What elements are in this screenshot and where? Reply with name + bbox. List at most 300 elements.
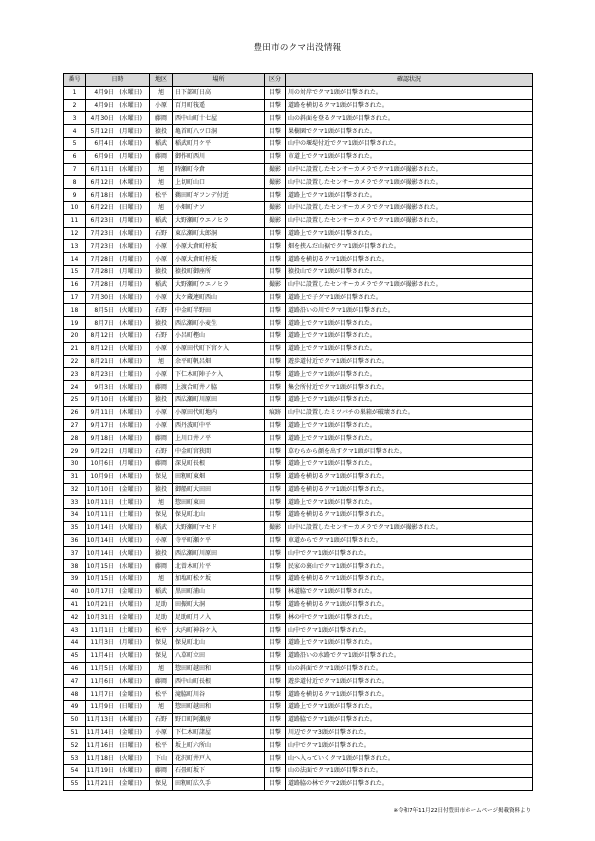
row-place: 西広瀬町小麦生 <box>173 317 265 330</box>
row-category: 目撃 <box>265 381 286 394</box>
row-category: 目撃 <box>265 291 286 304</box>
row-date: 11月14日 <box>86 729 114 737</box>
row-area: 藤岡 <box>150 675 173 688</box>
row-weekday: (水曜日) <box>119 165 142 173</box>
row-status: 道路上でクマ1頭が目撃された。 <box>286 227 533 240</box>
row-weekday: (木曜日) <box>119 716 142 724</box>
row-place: 日下部町日高 <box>173 86 265 99</box>
row-date: 4月30日 <box>90 114 114 122</box>
row-category: 目撃 <box>265 777 286 790</box>
row-place: 中金町半野田 <box>173 304 265 317</box>
row-weekday: (金曜日) <box>119 780 142 788</box>
table-body <box>64 86 533 790</box>
row-date: 10月11日 <box>86 498 114 506</box>
row-weekday: (日曜日) <box>119 204 142 212</box>
row-number: 49 <box>64 701 86 714</box>
row-date-cell <box>86 637 150 650</box>
row-place: 上切町山口 <box>173 176 265 189</box>
row-status: 川の対岸でクマ1頭が目撃された。 <box>286 86 533 99</box>
row-number: 27 <box>64 419 86 432</box>
row-number: 33 <box>64 496 86 509</box>
row-status: 車道からでクマ1頭が目撃された。 <box>286 534 533 547</box>
row-status: 山中でクマ1頭が目撃された。 <box>286 739 533 752</box>
row-date-cell <box>86 496 150 509</box>
table-row <box>64 637 533 650</box>
row-date-cell <box>86 547 150 560</box>
row-date-cell <box>86 368 150 381</box>
row-area: 足助 <box>150 598 173 611</box>
row-number: 2 <box>64 99 86 112</box>
row-date: 10月17日 <box>86 588 114 596</box>
row-area: 松平 <box>150 624 173 637</box>
row-number: 54 <box>64 765 86 778</box>
row-date-cell <box>86 573 150 586</box>
row-status: 集会所付近でクマ1頭が目撃された。 <box>286 381 533 394</box>
row-date-cell <box>86 765 150 778</box>
row-date: 11月9日 <box>90 703 114 711</box>
table-row <box>64 662 533 675</box>
row-area: 旭 <box>150 201 173 214</box>
row-number: 4 <box>64 125 86 138</box>
table-row <box>64 201 533 214</box>
table-row <box>64 445 533 458</box>
row-place: 西中山町長根 <box>173 675 265 688</box>
row-number: 37 <box>64 547 86 560</box>
row-status: 山中の堰堤付近でクマ1頭が目撃された。 <box>286 137 533 150</box>
row-number: 13 <box>64 240 86 253</box>
row-place: 稲武町月ケ平 <box>173 137 265 150</box>
row-date-cell <box>86 137 150 150</box>
row-date-cell <box>86 534 150 547</box>
row-date-cell <box>86 662 150 675</box>
row-number: 3 <box>64 112 86 125</box>
row-weekday: (火曜日) <box>119 754 142 762</box>
row-status: 道路上でクマ1頭が目撃された。 <box>286 342 533 355</box>
row-status: 山へ入っていくクマ1頭が目撃された。 <box>286 752 533 765</box>
table-row <box>64 342 533 355</box>
row-date-cell <box>86 163 150 176</box>
row-date-cell <box>86 253 150 266</box>
row-category: 目撃 <box>265 240 286 253</box>
row-status: 山の斜面を登るクマ1頭が目撃された。 <box>286 112 533 125</box>
row-date: 8月21日 <box>90 357 114 365</box>
row-area: 藤岡 <box>150 560 173 573</box>
row-date-cell <box>86 189 150 202</box>
row-area: 旭 <box>150 573 173 586</box>
row-date-cell <box>86 675 150 688</box>
row-category: 目撃 <box>265 227 286 240</box>
table-row <box>64 457 533 470</box>
row-status: 道路を横切るクマ1頭が目撃された。 <box>286 598 533 611</box>
row-weekday: (土曜日) <box>119 370 142 378</box>
row-status: 道路脇の林でクマ2頭が目撃された。 <box>286 777 533 790</box>
row-date-cell <box>86 457 150 470</box>
table-row <box>64 214 533 227</box>
table-row <box>64 573 533 586</box>
row-weekday: (月曜日) <box>119 460 142 468</box>
row-weekday: (金曜日) <box>119 613 142 621</box>
row-number: 45 <box>64 649 86 662</box>
row-status: 果樹園でクマ1頭が目撃された。 <box>286 125 533 138</box>
row-date-cell <box>86 419 150 432</box>
row-date: 8月23日 <box>90 370 114 378</box>
row-date: 10月15日 <box>86 575 114 583</box>
row-area: 稲武 <box>150 278 173 291</box>
row-number: 15 <box>64 265 86 278</box>
row-date: 10月15日 <box>86 562 114 570</box>
row-place: 黒田町浦山 <box>173 585 265 598</box>
row-status: 山中に設置したセンサーカメラでクマ1頭が撮影された。 <box>286 278 533 291</box>
row-category: 目撃 <box>265 752 286 765</box>
row-area: 藤岡 <box>150 457 173 470</box>
row-area: 小原 <box>150 291 173 304</box>
row-weekday: (水曜日) <box>119 562 142 570</box>
row-status: 道路上でクマ1頭が目撃された。 <box>286 637 533 650</box>
table-row <box>64 534 533 547</box>
row-place: 小原大倉町杼坂 <box>173 253 265 266</box>
row-area: 保見 <box>150 649 173 662</box>
row-place: 野口町阿瀬房 <box>173 713 265 726</box>
row-date-cell <box>86 355 150 368</box>
row-date: 9月11日 <box>90 409 114 417</box>
row-date-cell <box>86 304 150 317</box>
row-area: 石野 <box>150 227 173 240</box>
row-place: 花沢町井戸入 <box>173 752 265 765</box>
row-date: 11月19日 <box>86 767 114 775</box>
row-date-cell <box>86 521 150 534</box>
row-status: 山中に設置したセンサーカメラでクマ1頭が撮影された。 <box>286 163 533 176</box>
row-date: 10月6日 <box>90 460 114 468</box>
row-weekday: (金曜日) <box>119 485 142 493</box>
row-category: 目撃 <box>265 547 286 560</box>
row-place: 寺平町瀬ケ平 <box>173 534 265 547</box>
row-weekday: (水曜日) <box>119 140 142 148</box>
row-area: 稲武 <box>150 214 173 227</box>
row-area: 藤岡 <box>150 765 173 778</box>
row-category: 目撃 <box>265 304 286 317</box>
row-place: 猿投町御座所 <box>173 265 265 278</box>
row-place: 田振町大洞 <box>173 598 265 611</box>
row-area: 稲武 <box>150 137 173 150</box>
row-number: 38 <box>64 560 86 573</box>
row-number: 50 <box>64 713 86 726</box>
row-place: 上渡合町井ノ脇 <box>173 381 265 394</box>
row-number: 51 <box>64 726 86 739</box>
row-number: 42 <box>64 611 86 624</box>
row-weekday: (水曜日) <box>119 89 142 97</box>
row-status: 林道脇でクマ1頭が目撃された。 <box>286 585 533 598</box>
row-area: 旭 <box>150 163 173 176</box>
header-row <box>64 74 533 87</box>
row-weekday: (金曜日) <box>119 729 142 737</box>
row-date-cell <box>86 329 150 342</box>
row-number: 18 <box>64 304 86 317</box>
row-weekday: (水曜日) <box>119 383 142 391</box>
row-status: 道路上でクマ1頭が目撃された。 <box>286 496 533 509</box>
table-row <box>64 240 533 253</box>
row-date: 8月5日 <box>94 306 114 314</box>
row-number: 8 <box>64 176 86 189</box>
row-category: 撮影 <box>265 278 286 291</box>
row-date-cell <box>86 86 150 99</box>
row-date-cell <box>86 777 150 790</box>
row-date: 6月22日 <box>90 204 114 212</box>
table-row <box>64 688 533 701</box>
source-note: ※令和7年11月22日付豊田市ホームページ掲載資料より <box>393 808 531 814</box>
row-category: 目撃 <box>265 150 286 163</box>
row-category: 目撃 <box>265 342 286 355</box>
table-row <box>64 189 533 202</box>
row-place: 東広瀬町太郎洞 <box>173 227 265 240</box>
row-date: 9月17日 <box>90 421 114 429</box>
table-row <box>64 739 533 752</box>
row-date: 6月9日 <box>94 153 114 161</box>
table-row <box>64 624 533 637</box>
row-place: 小畑町ナソ <box>173 201 265 214</box>
row-area: 旭 <box>150 355 173 368</box>
row-place: 深見町長根 <box>173 457 265 470</box>
row-place: 保見町北山 <box>173 509 265 522</box>
table-row <box>64 317 533 330</box>
row-number: 20 <box>64 329 86 342</box>
row-date: 9月3日 <box>94 383 114 391</box>
row-weekday: (火曜日) <box>119 537 142 545</box>
row-date-cell <box>86 406 150 419</box>
row-weekday: (金曜日) <box>119 588 142 596</box>
row-place: 小呂町樫山 <box>173 329 265 342</box>
row-area: 保見 <box>150 637 173 650</box>
row-place: 御作町西川 <box>173 150 265 163</box>
row-status: 市道上でクマ1頭が目撃された。 <box>286 150 533 163</box>
row-number: 26 <box>64 406 86 419</box>
row-place: 下仁木町諸屋 <box>173 726 265 739</box>
row-status: 山中に設置したセンサーカメラでクマ1頭が撮影された。 <box>286 201 533 214</box>
row-number: 39 <box>64 573 86 586</box>
row-area: 松平 <box>150 189 173 202</box>
header-area: 地区 <box>150 74 173 87</box>
row-category: 目撃 <box>265 483 286 496</box>
row-date-cell <box>86 125 150 138</box>
row-place: 上川口井ノ平 <box>173 432 265 445</box>
row-number: 6 <box>64 150 86 163</box>
row-weekday: (木曜日) <box>119 357 142 365</box>
row-place: 大内町神谷ケ入 <box>173 624 265 637</box>
page-title: 豊田市のクマ出没情報 <box>253 43 342 53</box>
row-area: 保見 <box>150 509 173 522</box>
row-status: 道路上でクマ1頭が目撃された。 <box>286 329 533 342</box>
row-weekday: (水曜日) <box>119 421 142 429</box>
row-status: 道路沿いの川でクマ1頭が目撃された。 <box>286 304 533 317</box>
row-date: 4月9日 <box>94 101 114 109</box>
row-area: 保見 <box>150 470 173 483</box>
row-status: 山中に設置したミツバチの巣箱が破壊された。 <box>286 406 533 419</box>
row-status: 山中でクマ1頭が目撃された。 <box>286 547 533 560</box>
row-date: 10月21日 <box>86 601 114 609</box>
row-place: 足助町月ノ入 <box>173 611 265 624</box>
row-category: 目撃 <box>265 496 286 509</box>
table-row <box>64 253 533 266</box>
table-row <box>64 406 533 419</box>
row-weekday: (木曜日) <box>119 178 142 186</box>
row-area: 猿投 <box>150 125 173 138</box>
table-row <box>64 176 533 189</box>
row-area: 小原 <box>150 253 173 266</box>
row-date: 10月14日 <box>86 537 114 545</box>
row-area: 藤岡 <box>150 112 173 125</box>
row-date-cell <box>86 393 150 406</box>
row-category: 目撃 <box>265 726 286 739</box>
row-weekday: (月曜日) <box>119 268 142 276</box>
row-number: 24 <box>64 381 86 394</box>
row-status: 道路脇でクマ1頭が目撃された。 <box>286 713 533 726</box>
row-category: 目撃 <box>265 253 286 266</box>
row-place: 西広瀬町川原田 <box>173 393 265 406</box>
row-date: 7月23日 <box>90 242 114 250</box>
row-date: 11月1日 <box>90 626 114 634</box>
row-weekday: (月曜日) <box>119 127 142 135</box>
row-date: 6月11日 <box>90 165 114 173</box>
row-status: 川辺でクマ3頭が目撃された。 <box>286 726 533 739</box>
row-number: 30 <box>64 457 86 470</box>
row-area: 猿投 <box>150 547 173 560</box>
row-number: 1 <box>64 86 86 99</box>
row-status: 道路上でクマ1頭が目撃された。 <box>286 393 533 406</box>
row-place: 時瀬町今倉 <box>173 163 265 176</box>
row-area: 藤岡 <box>150 432 173 445</box>
row-place: 北曽木町片平 <box>173 560 265 573</box>
row-date: 9月10日 <box>90 396 114 404</box>
row-date-cell <box>86 381 150 394</box>
table-row <box>64 355 533 368</box>
row-area: 石野 <box>150 329 173 342</box>
row-weekday: (水曜日) <box>119 575 142 583</box>
row-status: 道路上でクマ1頭が目撃された。 <box>286 432 533 445</box>
row-category: 目撃 <box>265 265 286 278</box>
row-category: 目撃 <box>265 419 286 432</box>
row-category: 目撃 <box>265 713 286 726</box>
row-area: 小原 <box>150 726 173 739</box>
row-status: 道路を横切るクマ1頭が目撃された。 <box>286 688 533 701</box>
row-date-cell <box>86 611 150 624</box>
row-area: 松平 <box>150 739 173 752</box>
table-row <box>64 137 533 150</box>
row-weekday: (月曜日) <box>119 255 142 263</box>
row-place: 田籾町広久手 <box>173 777 265 790</box>
row-number: 41 <box>64 598 86 611</box>
table-row <box>64 611 533 624</box>
row-number: 19 <box>64 317 86 330</box>
row-date: 8月12日 <box>90 332 114 340</box>
row-status: 道路を横切るクマ1頭が目撃された。 <box>286 573 533 586</box>
row-weekday: (水曜日) <box>119 229 142 237</box>
row-number: 32 <box>64 483 86 496</box>
row-category: 目撃 <box>265 739 286 752</box>
row-area: 小原 <box>150 240 173 253</box>
row-place: 亀首町八ツ口洞 <box>173 125 265 138</box>
row-status: 道路を横切るクマ1頭が目撃された。 <box>286 253 533 266</box>
row-category: 目撃 <box>265 432 286 445</box>
row-date: 7月28日 <box>90 255 114 263</box>
row-place: 大野瀬町ウエノヒラ <box>173 214 265 227</box>
row-weekday: (月曜日) <box>119 281 142 289</box>
row-date-cell <box>86 291 150 304</box>
row-category: 目撃 <box>265 662 286 675</box>
row-weekday: (金曜日) <box>119 690 142 698</box>
row-area: 小原 <box>150 534 173 547</box>
row-place: 小原田代町地内 <box>173 406 265 419</box>
row-date-cell <box>86 317 150 330</box>
row-category: 目撃 <box>265 99 286 112</box>
row-place: 御船町大田田 <box>173 483 265 496</box>
row-weekday: (火曜日) <box>119 652 142 660</box>
row-status: 道路を横切るクマ1頭が目撃された。 <box>286 509 533 522</box>
row-date-cell <box>86 470 150 483</box>
row-status: 山中でクマ1頭が目撃された。 <box>286 624 533 637</box>
row-category: 目撃 <box>265 125 286 138</box>
row-status: 道路上でクマ1頭が目撃された。 <box>286 701 533 714</box>
table-row <box>64 86 533 99</box>
row-area: 松平 <box>150 688 173 701</box>
row-weekday: (木曜日) <box>119 319 142 327</box>
row-category: 目撃 <box>265 509 286 522</box>
row-category: 目撃 <box>265 137 286 150</box>
row-date: 7月30日 <box>90 293 114 301</box>
row-number: 28 <box>64 432 86 445</box>
row-area: 小原 <box>150 406 173 419</box>
row-status: 山の斜面でクマ1頭が目撃された。 <box>286 662 533 675</box>
row-number: 52 <box>64 739 86 752</box>
row-date: 9月18日 <box>90 434 114 442</box>
row-date-cell <box>86 432 150 445</box>
row-weekday: (水曜日) <box>119 101 142 109</box>
row-area: 藤岡 <box>150 381 173 394</box>
row-place: 惣田町東田 <box>173 496 265 509</box>
row-date: 11月5日 <box>90 665 114 673</box>
row-date: 11月3日 <box>90 639 114 647</box>
row-status: 山の法面でクマ1頭が目撃された。 <box>286 765 533 778</box>
row-date-cell <box>86 739 150 752</box>
row-category: 目撃 <box>265 189 286 202</box>
row-status: 道路を横切るクマ1頭が目撃された。 <box>286 99 533 112</box>
row-status: 道路を横切るクマ1頭が目撃された。 <box>286 470 533 483</box>
table-row <box>64 598 533 611</box>
row-weekday: (火曜日) <box>119 332 142 340</box>
row-weekday: (水曜日) <box>119 396 142 404</box>
row-category: 撮影 <box>265 201 286 214</box>
row-category: 目撃 <box>265 701 286 714</box>
row-weekday: (木曜日) <box>119 434 142 442</box>
row-date-cell <box>86 483 150 496</box>
table-row <box>64 701 533 714</box>
row-date: 7月23日 <box>90 229 114 237</box>
table-row <box>64 777 533 790</box>
row-date-cell <box>86 176 150 189</box>
row-place: 大野瀬町マセド <box>173 521 265 534</box>
row-area: 旭 <box>150 496 173 509</box>
row-date-cell <box>86 445 150 458</box>
row-number: 48 <box>64 688 86 701</box>
row-date: 11月6日 <box>90 677 114 685</box>
row-place: 余平町帆呂畑 <box>173 355 265 368</box>
row-number: 11 <box>64 214 86 227</box>
row-status: 道路上でクマ1頭が目撃された。 <box>286 317 533 330</box>
table-row <box>64 278 533 291</box>
row-weekday: (月曜日) <box>119 153 142 161</box>
row-weekday: (火曜日) <box>119 345 142 353</box>
row-area: 稲武 <box>150 521 173 534</box>
row-area: 稲武 <box>150 585 173 598</box>
row-status: 道路上でクマ1頭が目撃された。 <box>286 457 533 470</box>
